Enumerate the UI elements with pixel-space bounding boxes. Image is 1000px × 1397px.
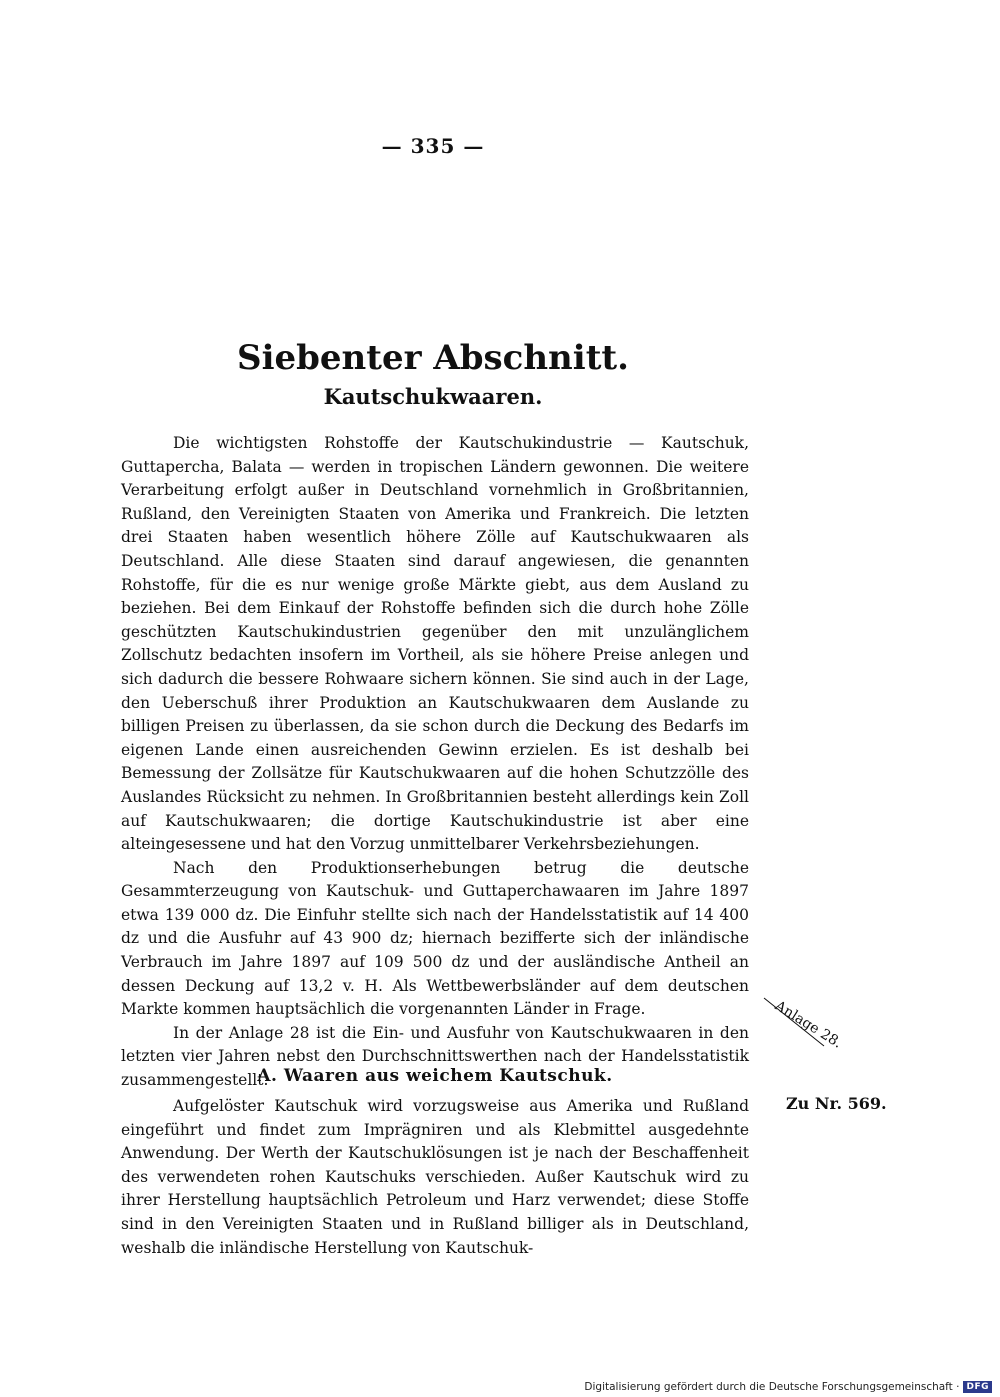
footer-credit-text: Digitalisierung gefördert durch die Deutsche Forschungsgemeinschaft ·: [584, 1381, 960, 1393]
section-subtitle: Kautschukwaaren.: [323, 384, 543, 409]
margin-note-reference: Zu Nr. 569.: [786, 1094, 887, 1113]
subsection-heading: A. Waaren aus weichem Kautschuk.: [257, 1066, 613, 1086]
paragraph: In der Anlage 28 ist die Ein- und Ausfuhr von Kautschukwaaren in den letzten vier Jahren nebst den Durchschnittswerthen nach der Handelsstatistik zusammengestellt.: [121, 1023, 749, 1090]
paragraph: Die wichtigsten Rohstoffe der Kautschukindustrie — Kautschuk, Guttapercha, Balata — werden in tropischen Ländern gewonnen. Die weitere Verarbeitung erfolgt außer in Deutschland vornehmlich in Großbritannien, Rußland, den Vereinigten Staaten von Amerika und Frankreich. Die letzten drei Staaten haben wesentlich höhere Zölle auf Kautschukwaaren als Deutschland. Alle diese Staaten sind darauf angewiesen, die genannten Rohstoffe, für die es nur wenige große Märkte giebt, aus dem Ausland zu beziehen. Bei dem Einkauf der Rohstoffe befinden sich die durch hohe Zölle geschützten Kautschukindustrien gegenüber den mit unzulänglichem Zollschutz bedachten insofern im Vortheil, als sie höhere Preise anlegen und sich dadurch die bessere Rohwaare sichern können. Sie sind auch in der Lage, den Ueberschuß ihrer Produktion an Kautschukwaaren dem Auslande zu billigen Preisen zu überlassen, da sie schon durch die Deckung des Bedarfs im eigenen Lande einen ausreichenden Gewinn erzielen. Es ist deshalb bei Bemessung der Zollsätze für Kautschukwaaren auf die hohen Schutzzölle des Auslandes Rücksicht zu nehmen. In Großbritannien besteht allerdings kein Zoll auf Kautschukwaaren; die dortige Kautschukindustrie ist aber eine alteingesessene und hat den Vorzug unmittelbarer Verkehrsbeziehungen.: [121, 434, 749, 854]
body-text: [121, 432, 749, 1093]
footer-credit: [584, 1381, 992, 1393]
section-title: Siebenter Abschnitt.: [237, 338, 629, 378]
subsection-body: [121, 1095, 749, 1260]
margin-note-anlage: [760, 988, 840, 1048]
paragraph: Aufgelöster Kautschuk wird vorzugsweise aus Amerika und Rußland eingeführt und findet zum Imprägniren und als Klebmittel ausgedehnte Anwendung. Der Werth der Kautschuklösungen ist je nach der Beschaffenheit des verwendeten rohen Kautschuks verschieden. Außer Kautschuk wird zu ihrer Herstellung hauptsächlich Petroleum und Harz verwendet; diese Stoffe sind in den Vereinigten Staaten und in Rußland billiger als in Deutschland, weshalb die inländische Herstellung von Kautschuk-: [121, 1097, 749, 1257]
dfg-logo: DFG: [963, 1381, 992, 1393]
margin-note-anlage-text: Anlage 28.: [771, 997, 840, 1048]
paragraph: Nach den Produktionserhebungen betrug die deutsche Gesammterzeugung von Kautschuk- und Guttaperchawaaren im Jahre 1897 etwa 139 000 dz. Die Einfuhr stellte sich nach der Handelsstatistik auf 14 400 dz und die Ausfuhr auf 43 900 dz; hiernach bezifferte sich der inländische Verbrauch im Jahre 1897 auf 109 500 dz und der ausländische Antheil an dessen Deckung auf 13,2 v. H. Als Wettbewerbsländer auf dem deutschen Markte kommen hauptsächlich die vorgenannten Länder in Frage.: [121, 858, 749, 1019]
margin-note-anlage-graphic: [760, 988, 840, 1048]
page-number: — 335 —: [381, 134, 485, 158]
